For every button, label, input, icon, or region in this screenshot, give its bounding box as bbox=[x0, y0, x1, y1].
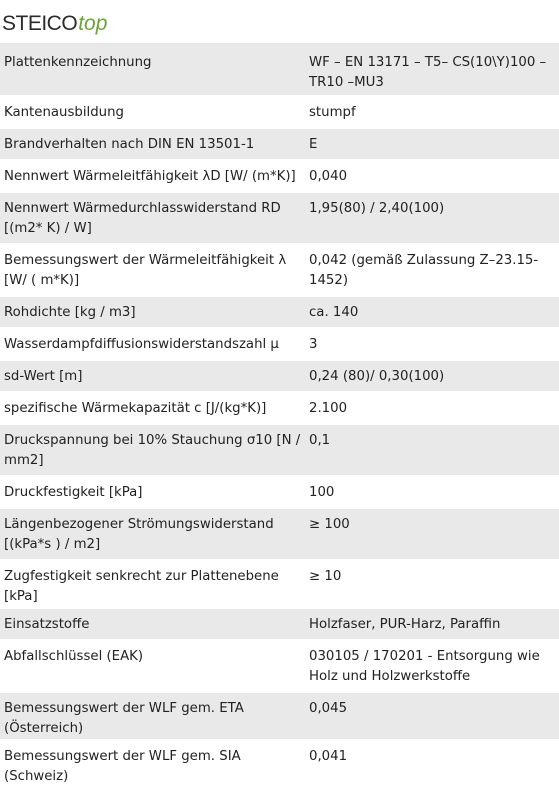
spec-label: Druckfestigkeit [kPa] bbox=[0, 476, 306, 508]
spec-label: Bemessungswert der WLF gem. SIA (Schweiz) bbox=[0, 740, 306, 788]
spec-label: Nennwert Wärmedurchlasswiderstand RD [(m2* K) / W] bbox=[0, 192, 306, 244]
spec-value: 0,040 bbox=[306, 160, 559, 192]
spec-row bbox=[0, 424, 559, 476]
spec-value: WF – EN 13171 – T5– CS(10\Y)100 – TR10 –MU3 bbox=[306, 44, 559, 96]
spec-value: 030105 / 170201 - Entsorgung wie Holz und Holzwerkstoffe bbox=[306, 640, 559, 692]
brand-name: STEICO bbox=[2, 12, 78, 35]
spec-row bbox=[0, 740, 559, 788]
spec-value: 100 bbox=[306, 476, 559, 508]
spec-label: Nennwert Wärmeleitfähigkeit λD [W/ (m*K)] bbox=[0, 160, 306, 192]
spec-label: sd-Wert [m] bbox=[0, 360, 306, 392]
spec-label: Kantenausbildung bbox=[0, 96, 306, 128]
spec-row bbox=[0, 296, 559, 328]
spec-row bbox=[0, 508, 559, 560]
spec-label: Bemessungswert der WLF gem. ETA (Österreich) bbox=[0, 692, 306, 740]
spec-row bbox=[0, 192, 559, 244]
spec-row bbox=[0, 44, 559, 96]
specifications-body bbox=[0, 44, 559, 788]
spec-row bbox=[0, 328, 559, 360]
spec-label: Druckspannung bei 10% Stauchung σ10 [N / mm2] bbox=[0, 424, 306, 476]
spec-value: 0,042 (gemäß Zulassung Z–23.15-1452) bbox=[306, 244, 559, 296]
spec-row bbox=[0, 244, 559, 296]
spec-row bbox=[0, 608, 559, 640]
header bbox=[0, 0, 559, 44]
spec-value: ca. 140 bbox=[306, 296, 559, 328]
spec-label: Abfallschlüssel (EAK) bbox=[0, 640, 306, 692]
spec-value: 1,95(80) / 2,40(100) bbox=[306, 192, 559, 244]
spec-value: stumpf bbox=[306, 96, 559, 128]
spec-row bbox=[0, 392, 559, 424]
brand-logo bbox=[2, 10, 107, 37]
spec-row bbox=[0, 360, 559, 392]
spec-value: 0,1 bbox=[306, 424, 559, 476]
spec-label: Bemessungswert der Wärmeleitfähigkeit λ [W/ ( m*K)] bbox=[0, 244, 306, 296]
spec-label: Rohdichte [kg / m3] bbox=[0, 296, 306, 328]
spec-label: spezifische Wärmekapazität c [J/(kg*K)] bbox=[0, 392, 306, 424]
spec-label: Längenbezogener Strömungswiderstand [(kPa*s ) / m2] bbox=[0, 508, 306, 560]
spec-row bbox=[0, 128, 559, 160]
spec-value: ≥ 100 bbox=[306, 508, 559, 560]
spec-label: Zugfestigkeit senkrecht zur Plattenebene [kPa] bbox=[0, 560, 306, 608]
spec-value: Holzfaser, PUR-Harz, Paraffin bbox=[306, 608, 559, 640]
spec-value: 2.100 bbox=[306, 392, 559, 424]
spec-value: 0,045 bbox=[306, 692, 559, 740]
spec-row bbox=[0, 476, 559, 508]
spec-label: Plattenkennzeichnung bbox=[0, 44, 306, 96]
spec-row bbox=[0, 640, 559, 692]
spec-value: 3 bbox=[306, 328, 559, 360]
spec-row bbox=[0, 692, 559, 740]
spec-value: 0,041 bbox=[306, 740, 559, 788]
spec-value: E bbox=[306, 128, 559, 160]
specifications-table bbox=[0, 44, 559, 789]
spec-value: 0,24 (80)/ 0,30(100) bbox=[306, 360, 559, 392]
spec-row bbox=[0, 560, 559, 608]
spec-label: Einsatzstoffe bbox=[0, 608, 306, 640]
spec-label: Brandverhalten nach DIN EN 13501-1 bbox=[0, 128, 306, 160]
spec-row bbox=[0, 96, 559, 128]
spec-label: Wasserdampfdiffusionswiderstandszahl μ bbox=[0, 328, 306, 360]
brand-suffix: top bbox=[78, 12, 108, 35]
spec-row bbox=[0, 160, 559, 192]
spec-value: ≥ 10 bbox=[306, 560, 559, 608]
